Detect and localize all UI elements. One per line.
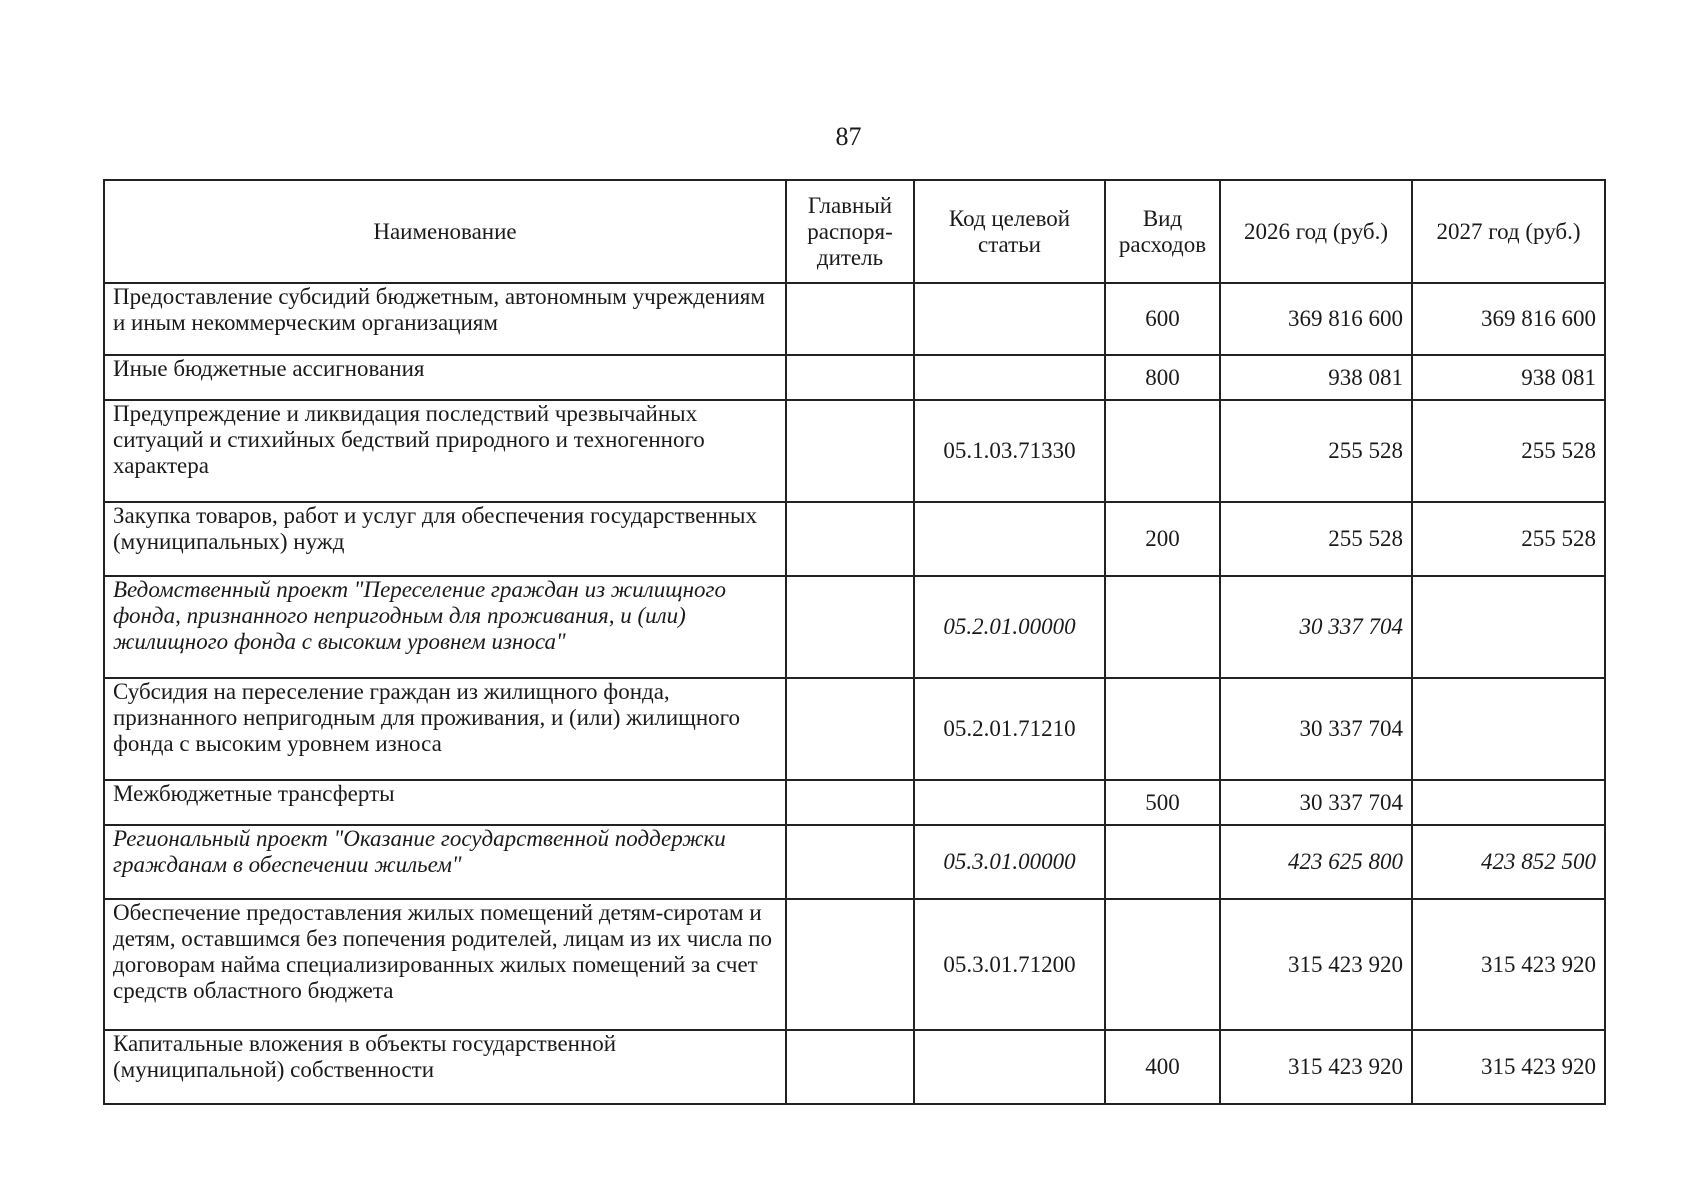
row-manager [786, 355, 914, 400]
row-manager [786, 678, 914, 780]
row-kind: 600 [1105, 283, 1220, 355]
row-2026: 30 337 704 [1220, 576, 1412, 678]
row-code [914, 502, 1105, 576]
row-2026: 30 337 704 [1220, 678, 1412, 780]
row-2026: 30 337 704 [1220, 780, 1412, 825]
row-2027: 369 816 600 [1412, 283, 1605, 355]
table-row [104, 502, 1605, 576]
row-code: 05.3.01.00000 [914, 825, 1105, 899]
row-code [914, 283, 1105, 355]
row-2027: 423 852 500 [1412, 825, 1605, 899]
header-2026: 2026 год (руб.) [1220, 180, 1412, 283]
row-manager [786, 899, 914, 1030]
row-name: Межбюджетные трансферты [104, 780, 786, 825]
row-kind [1105, 678, 1220, 780]
row-name: Обеспечение предоставления жилых помещений детям-сиротам и детям, оставшимся без попечения родителей, лицам из их числа по договорам найма специализированных жилых помещений за счет средств областного бюджета [104, 899, 786, 1030]
row-2026: 938 081 [1220, 355, 1412, 400]
row-name: Ведомственный проект "Переселение граждан из жилищного фонда, признанного непригодным для проживания, и (или) жилищного фонда с высоким уровнем износа" [104, 576, 786, 678]
row-code: 05.1.03.71330 [914, 400, 1105, 502]
row-2026: 255 528 [1220, 400, 1412, 502]
table-row [104, 780, 1605, 825]
row-2027: 315 423 920 [1412, 899, 1605, 1030]
row-name: Региональный проект "Оказание государственной поддержки гражданам в обеспечении жильем" [104, 825, 786, 899]
row-2027 [1412, 576, 1605, 678]
row-kind: 400 [1105, 1030, 1220, 1104]
row-2026: 255 528 [1220, 502, 1412, 576]
row-2027: 315 423 920 [1412, 1030, 1605, 1104]
header-code: Код целевой статьи [914, 180, 1105, 283]
table-row [104, 1030, 1605, 1104]
row-code: 05.2.01.71210 [914, 678, 1105, 780]
header-name: Наименование [104, 180, 786, 283]
header-2027: 2027 год (руб.) [1412, 180, 1605, 283]
table-row [104, 825, 1605, 899]
row-2026: 369 816 600 [1220, 283, 1412, 355]
row-2027: 255 528 [1412, 400, 1605, 502]
table-row [104, 400, 1605, 502]
row-name: Иные бюджетные ассигнования [104, 355, 786, 400]
row-2026: 315 423 920 [1220, 1030, 1412, 1104]
row-manager [786, 576, 914, 678]
row-manager [786, 825, 914, 899]
row-kind [1105, 899, 1220, 1030]
table-row [104, 355, 1605, 400]
row-kind [1105, 400, 1220, 502]
row-code [914, 780, 1105, 825]
row-2027: 255 528 [1412, 502, 1605, 576]
row-code [914, 1030, 1105, 1104]
row-manager [786, 502, 914, 576]
row-manager [786, 780, 914, 825]
row-name: Предоставление субсидий бюджетным, автономным учреждениям и иным некоммерческим организациям [104, 283, 786, 355]
header-kind: Вид расходов [1105, 180, 1220, 283]
row-kind [1105, 576, 1220, 678]
page-number: 87 [835, 122, 862, 151]
row-name: Субсидия на переселение граждан из жилищного фонда, признанного непригодным для проживания, и (или) жилищного фонда с высоким уровнем износа [104, 678, 786, 780]
header-manager: Главный распоря-дитель [786, 180, 914, 283]
table-row [104, 899, 1605, 1030]
row-manager [786, 1030, 914, 1104]
row-manager [786, 400, 914, 502]
row-kind: 800 [1105, 355, 1220, 400]
row-code [914, 355, 1105, 400]
row-2026: 423 625 800 [1220, 825, 1412, 899]
table-row [104, 576, 1605, 678]
row-kind: 500 [1105, 780, 1220, 825]
row-2027 [1412, 780, 1605, 825]
budget-table [103, 179, 1606, 1105]
header-row [104, 180, 1605, 283]
row-kind: 200 [1105, 502, 1220, 576]
row-code: 05.2.01.00000 [914, 576, 1105, 678]
row-2027 [1412, 678, 1605, 780]
row-code: 05.3.01.71200 [914, 899, 1105, 1030]
row-kind [1105, 825, 1220, 899]
row-2027: 938 081 [1412, 355, 1605, 400]
row-name: Капитальные вложения в объекты государственной (муниципальной) собственности [104, 1030, 786, 1104]
row-2026: 315 423 920 [1220, 899, 1412, 1030]
row-manager [786, 283, 914, 355]
row-name: Предупреждение и ликвидация последствий чрезвычайных ситуаций и стихийных бедствий природного и техногенного характера [104, 400, 786, 502]
row-name: Закупка товаров, работ и услуг для обеспечения государственных (муниципальных) нужд [104, 502, 786, 576]
table-row [104, 678, 1605, 780]
table-row [104, 283, 1605, 355]
